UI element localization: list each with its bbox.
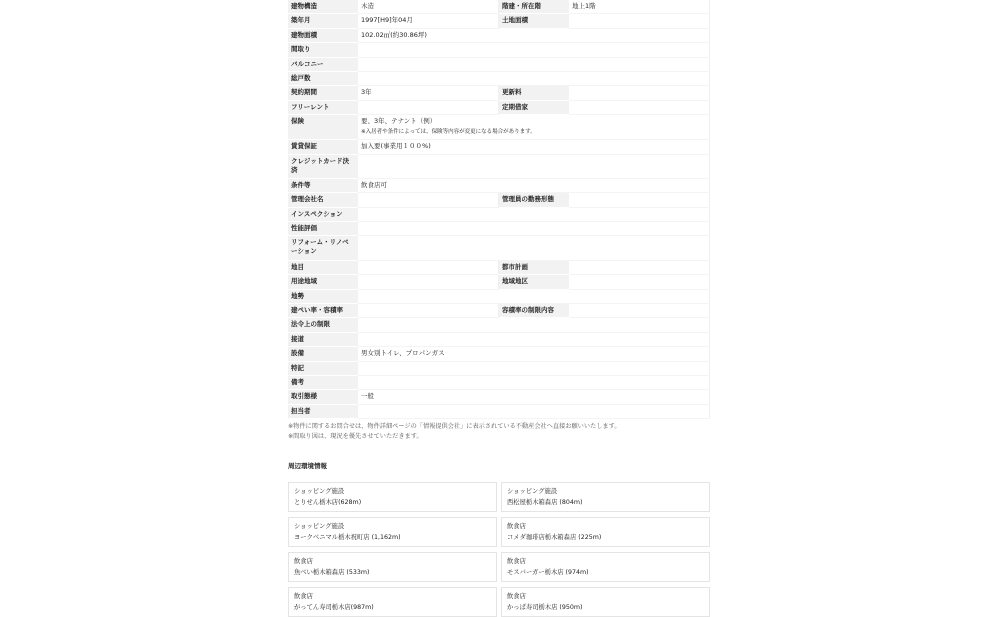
row-value: 3年 bbox=[358, 86, 499, 100]
facility-name: とりせん栃木店(628m) bbox=[294, 499, 362, 507]
row-value bbox=[358, 375, 710, 389]
row-value bbox=[358, 115, 710, 140]
facility-category: 飲食店 bbox=[294, 593, 313, 601]
row-label: 総戸数 bbox=[288, 71, 358, 85]
row-value bbox=[569, 260, 710, 274]
row-value bbox=[569, 100, 710, 114]
row-value bbox=[358, 57, 710, 71]
row-value bbox=[358, 332, 710, 346]
table-row bbox=[288, 222, 710, 236]
table-row bbox=[288, 361, 710, 375]
surrounding-facility-card bbox=[288, 482, 497, 512]
value-text: 102.02㎡(約30.86坪) bbox=[361, 30, 427, 39]
row-label: 性能評価 bbox=[288, 222, 358, 236]
row-value: 1997[H9]年04月 bbox=[358, 14, 499, 28]
table-row bbox=[288, 207, 710, 221]
surroundings-title: 周辺環境情報 bbox=[288, 462, 327, 471]
table-row bbox=[288, 140, 710, 154]
table-row bbox=[288, 375, 710, 389]
facility-category: 飲食店 bbox=[507, 593, 526, 601]
surrounding-facility-card bbox=[501, 482, 710, 512]
surrounding-facility-card bbox=[501, 517, 710, 547]
table-row bbox=[288, 318, 710, 332]
facility-category: 飲食店 bbox=[294, 558, 313, 566]
row-value: 地上1階 bbox=[569, 0, 710, 14]
table-row bbox=[288, 100, 710, 114]
row-value bbox=[358, 236, 710, 260]
facility-category: 飲食店 bbox=[507, 558, 526, 566]
value-text: 要、3年、テナント（例） bbox=[361, 117, 437, 126]
facility-name: がってん寿司栃木店(987m) bbox=[294, 604, 374, 612]
row-value bbox=[358, 347, 710, 361]
value-text: 一般 bbox=[361, 392, 374, 401]
table-row bbox=[288, 86, 710, 100]
table-row bbox=[288, 275, 710, 289]
table-row bbox=[288, 14, 710, 28]
row-label: バルコニー bbox=[288, 57, 358, 71]
value-text: 男女別トイレ、プロパンガス bbox=[361, 349, 445, 358]
row-label: 地域地区 bbox=[499, 275, 570, 289]
row-label: リフォーム・リノベーション bbox=[288, 236, 358, 260]
row-value bbox=[358, 318, 710, 332]
row-value bbox=[358, 275, 499, 289]
row-value: 木造 bbox=[358, 0, 499, 14]
row-label: 賃貸保証 bbox=[288, 140, 358, 154]
facility-category: ショッピング施設 bbox=[294, 488, 345, 496]
row-label: 設備 bbox=[288, 347, 358, 361]
row-label: 管理員の勤務形態 bbox=[499, 193, 570, 207]
facility-name: コメダ珈琲店栃木箱森店 (225m) bbox=[507, 534, 602, 542]
row-value bbox=[358, 28, 710, 42]
facility-category: ショッピング施設 bbox=[294, 523, 345, 531]
table-row bbox=[288, 0, 710, 14]
surrounding-facility-card bbox=[501, 587, 710, 617]
table-row bbox=[288, 404, 710, 418]
facility-name: かっぱ寿司栃木店 (950m) bbox=[507, 604, 583, 612]
table-row bbox=[288, 193, 710, 207]
row-value bbox=[358, 289, 710, 303]
row-value bbox=[569, 86, 710, 100]
row-value bbox=[358, 260, 499, 274]
row-label: 担当者 bbox=[288, 404, 358, 418]
note: ※間取り図は、現況を優先させていただきます。 bbox=[288, 433, 423, 441]
value-text: 飲食店可 bbox=[361, 180, 387, 189]
row-label: 特記 bbox=[288, 361, 358, 375]
notes bbox=[288, 422, 710, 442]
table-row bbox=[288, 289, 710, 303]
row-label: 地目 bbox=[288, 260, 358, 274]
property-details bbox=[288, 0, 710, 617]
surrounding-facility-card bbox=[501, 552, 710, 582]
row-label: 建物構造 bbox=[288, 0, 358, 14]
row-value bbox=[358, 404, 710, 418]
row-value bbox=[358, 100, 499, 114]
row-value bbox=[358, 390, 710, 404]
row-label: 都市計画 bbox=[499, 260, 570, 274]
note: ※物件に関するお問合せは、物件詳細ページの「情報提供会社」に表示されている不動産会社へ直接お願いいたします。 bbox=[288, 423, 621, 431]
facility-name: モスバーガー栃木店 (974m) bbox=[507, 569, 589, 577]
facility-name: 魚べい栃木箱森店 (533m) bbox=[294, 569, 370, 577]
row-value bbox=[358, 71, 710, 85]
row-label: フリーレント bbox=[288, 100, 358, 114]
table-row bbox=[288, 347, 710, 361]
property-spec-table bbox=[288, 0, 710, 419]
row-label: 階建・所在階 bbox=[499, 0, 570, 14]
surrounding-facility-card bbox=[288, 552, 497, 582]
facility-name: 西松屋栃木箱森店 (804m) bbox=[507, 499, 583, 507]
row-label: 地勢 bbox=[288, 289, 358, 303]
row-value bbox=[358, 178, 710, 192]
surrounding-facility-card bbox=[288, 517, 497, 547]
row-value bbox=[358, 140, 710, 154]
row-label: 容積率の制限内容 bbox=[499, 304, 570, 318]
row-label: 備考 bbox=[288, 375, 358, 389]
row-label: クレジットカード決済 bbox=[288, 154, 358, 178]
row-value bbox=[358, 222, 710, 236]
row-value bbox=[358, 43, 710, 57]
facility-category: ショッピング施設 bbox=[507, 488, 558, 496]
row-label: インスペクション bbox=[288, 207, 358, 221]
table-row bbox=[288, 260, 710, 274]
row-label: 保険 bbox=[288, 115, 358, 140]
row-value bbox=[569, 14, 710, 28]
table-row bbox=[288, 178, 710, 192]
table-row bbox=[288, 71, 710, 85]
row-label: 定期借家 bbox=[499, 100, 570, 114]
row-value bbox=[358, 304, 499, 318]
table-row bbox=[288, 115, 710, 140]
table-row bbox=[288, 304, 710, 318]
row-label: 間取り bbox=[288, 43, 358, 57]
row-value bbox=[358, 154, 710, 178]
table-row bbox=[288, 154, 710, 178]
row-value bbox=[358, 361, 710, 375]
row-label: 接道 bbox=[288, 332, 358, 346]
surroundings-list bbox=[288, 482, 710, 617]
row-label: 用途地域 bbox=[288, 275, 358, 289]
row-label: 条件等 bbox=[288, 178, 358, 192]
table-row bbox=[288, 28, 710, 42]
row-label: 取引態様 bbox=[288, 390, 358, 404]
row-label: 築年月 bbox=[288, 14, 358, 28]
row-value bbox=[569, 193, 710, 207]
row-label: 管理会社名 bbox=[288, 193, 358, 207]
facility-name: ヨークベニマル栃木祝町店 (1,162m) bbox=[294, 534, 401, 542]
row-value bbox=[569, 275, 710, 289]
facility-category: 飲食店 bbox=[507, 523, 526, 531]
row-label: 土地面積 bbox=[499, 14, 570, 28]
row-note: ※入居者や条件によっては、保険等内容が変更になる場合があります。 bbox=[361, 129, 536, 136]
row-label: 契約期間 bbox=[288, 86, 358, 100]
table-row bbox=[288, 332, 710, 346]
row-label: 更新料 bbox=[499, 86, 570, 100]
table-row bbox=[288, 236, 710, 260]
row-label: 法令上の制限 bbox=[288, 318, 358, 332]
table-row bbox=[288, 43, 710, 57]
row-label: 建物面積 bbox=[288, 28, 358, 42]
table-row bbox=[288, 57, 710, 71]
row-value bbox=[358, 193, 499, 207]
value-text: 加入要(事業用１００%) bbox=[361, 142, 431, 151]
row-label: 建ぺい率・容積率 bbox=[288, 304, 358, 318]
row-value bbox=[358, 207, 710, 221]
table-row bbox=[288, 390, 710, 404]
surrounding-facility-card bbox=[288, 587, 497, 617]
row-value bbox=[569, 304, 710, 318]
